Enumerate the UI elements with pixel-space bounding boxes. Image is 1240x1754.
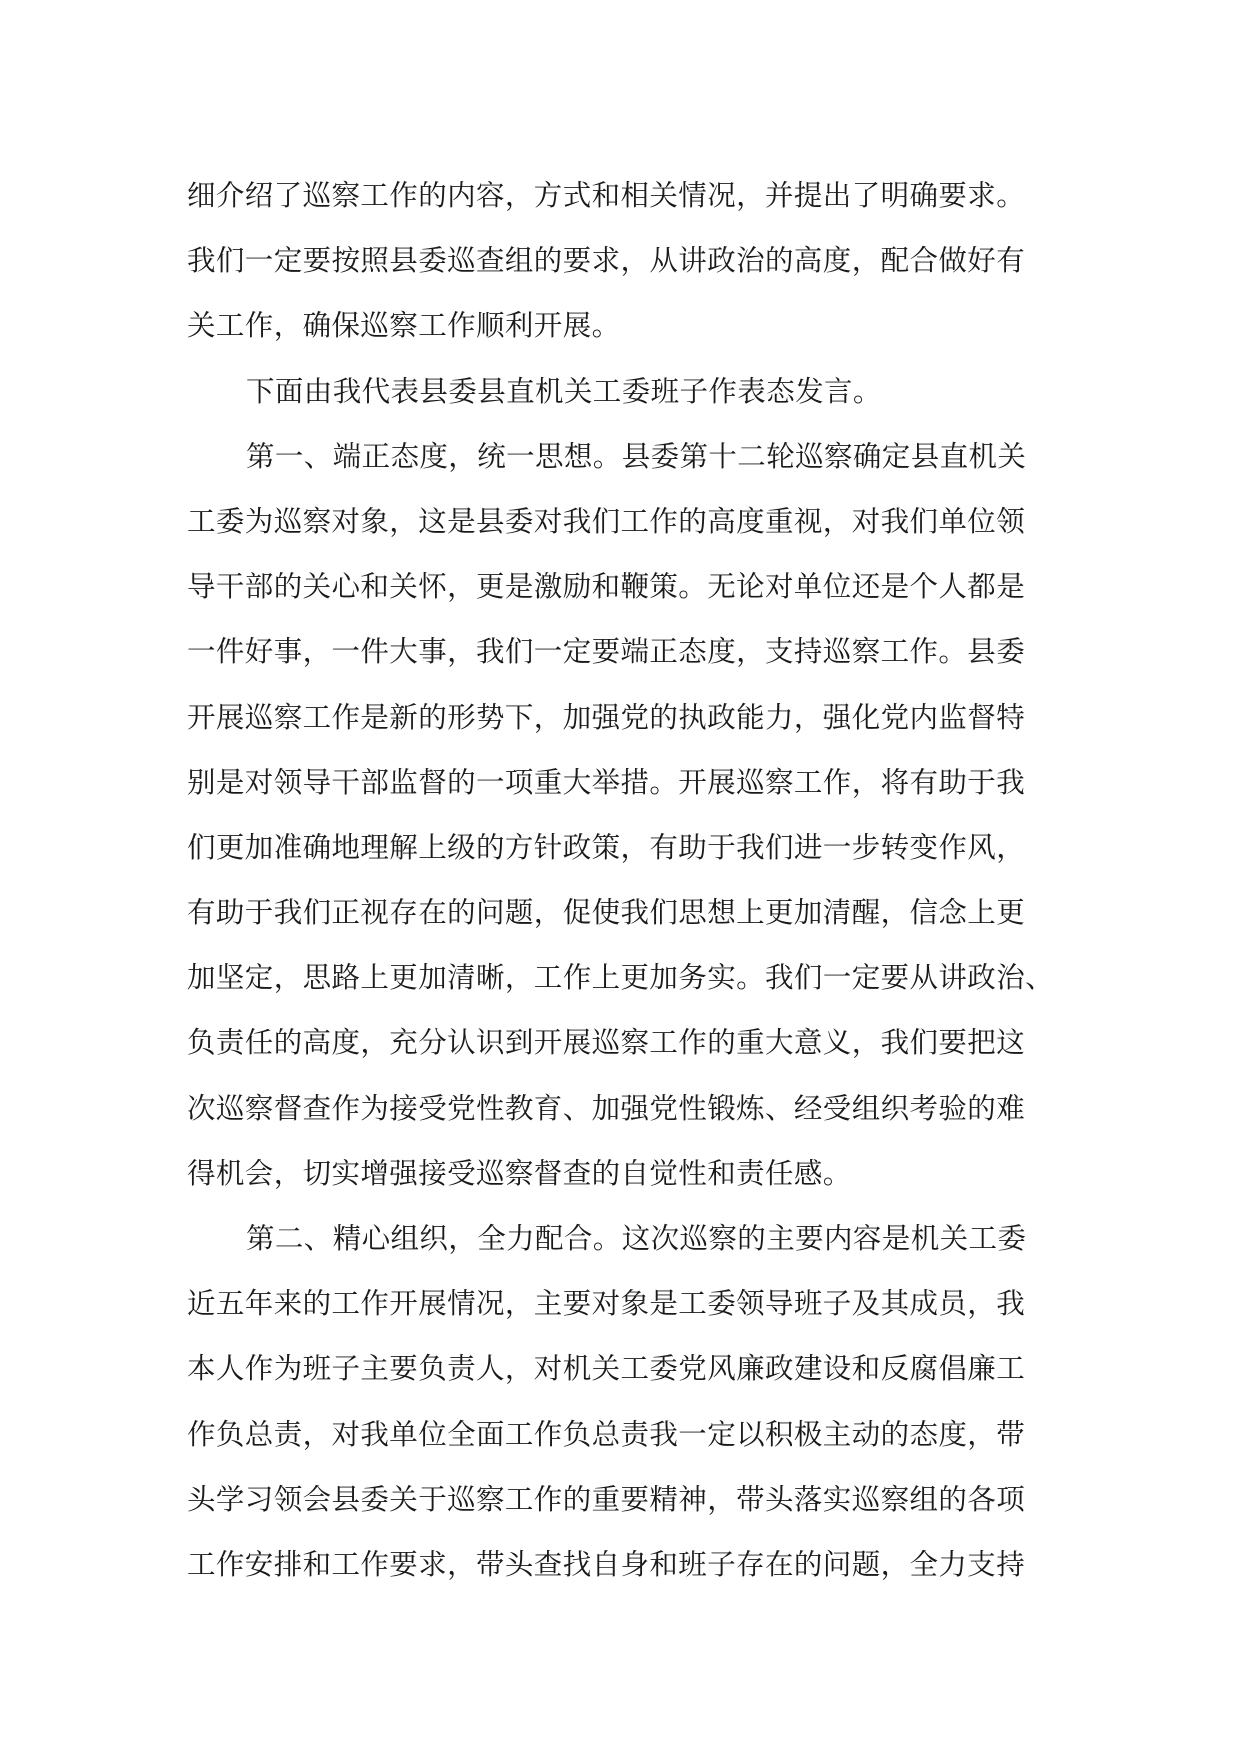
text-line: 有助于我们正视存在的问题，促使我们思想上更加清醒，信念上更 — [187, 896, 1026, 930]
text-line: 本人作为班子主要负责人，对机关工委党风廉政建设和反腐倡廉工 — [187, 1352, 1026, 1386]
text-line: 关工作，确保巡察工作顺利开展。 — [187, 309, 621, 343]
text-line: 得机会，切实增强接受巡察督查的自觉性和责任感。 — [187, 1156, 852, 1190]
text-line: 头学习领会县委关于巡察工作的重要精神，带头落实巡察组的各项 — [187, 1482, 1026, 1516]
document-body — [187, 163, 1055, 1597]
paragraph-start-line: 第二、精心组织，全力配合。这次巡察的主要内容是机关工委 — [246, 1222, 1027, 1255]
text-line: 我们一定要按照县委巡查组的要求，从讲政治的高度，配合做好有 — [187, 244, 1026, 278]
paragraph-start-line: 第一、端正态度，统一思想。县委第十二轮巡察确定县直机关 — [246, 439, 1027, 473]
text-line: 工委为巡察对象，这是县委对我们工作的高度重视，对我们单位领 — [187, 504, 1026, 538]
text-line: 细介绍了巡察工作的内容，方式和相关情况，并提出了明确要求。 — [187, 179, 1026, 212]
text-line: 导干部的关心和关怀，更是激励和鞭策。无论对单位还是个人都是 — [187, 570, 1026, 604]
text-line: 作负总责，对我单位全面工作负总责我一定以积极主动的态度，带 — [187, 1417, 1026, 1451]
text-line: 负责任的高度，充分认识到开展巡察工作的重大意义，我们要把这 — [187, 1026, 1026, 1060]
text-line: 一件好事，一件大事，我们一定要端正态度，支持巡察工作。县委 — [187, 635, 1026, 669]
text-line: 工作安排和工作要求，带头查找自身和班子存在的问题，全力支持 — [187, 1547, 1026, 1581]
text-line: 们更加准确地理解上级的方针政策，有助于我们进一步转变作风， — [187, 830, 1026, 864]
text-line: 加坚定，思路上更加清晰，工作上更加务实。我们一定要从讲政治、 — [187, 961, 1055, 995]
text-line: 别是对领导干部监督的一项重大举措。开展巡察工作，将有助于我 — [187, 765, 1026, 799]
text-line: 开展巡察工作是新的形势下，加强党的执政能力，强化党内监督特 — [187, 700, 1026, 734]
paragraph-start-line: 下面由我代表县委县直机关工委班子作表态发言。 — [246, 374, 882, 408]
text-line: 近五年来的工作开展情况，主要对象是工委领导班子及其成员，我 — [187, 1287, 1026, 1321]
text-line: 次巡察督查作为接受党性教育、加强党性锻炼、经受组织考验的难 — [187, 1091, 1026, 1125]
